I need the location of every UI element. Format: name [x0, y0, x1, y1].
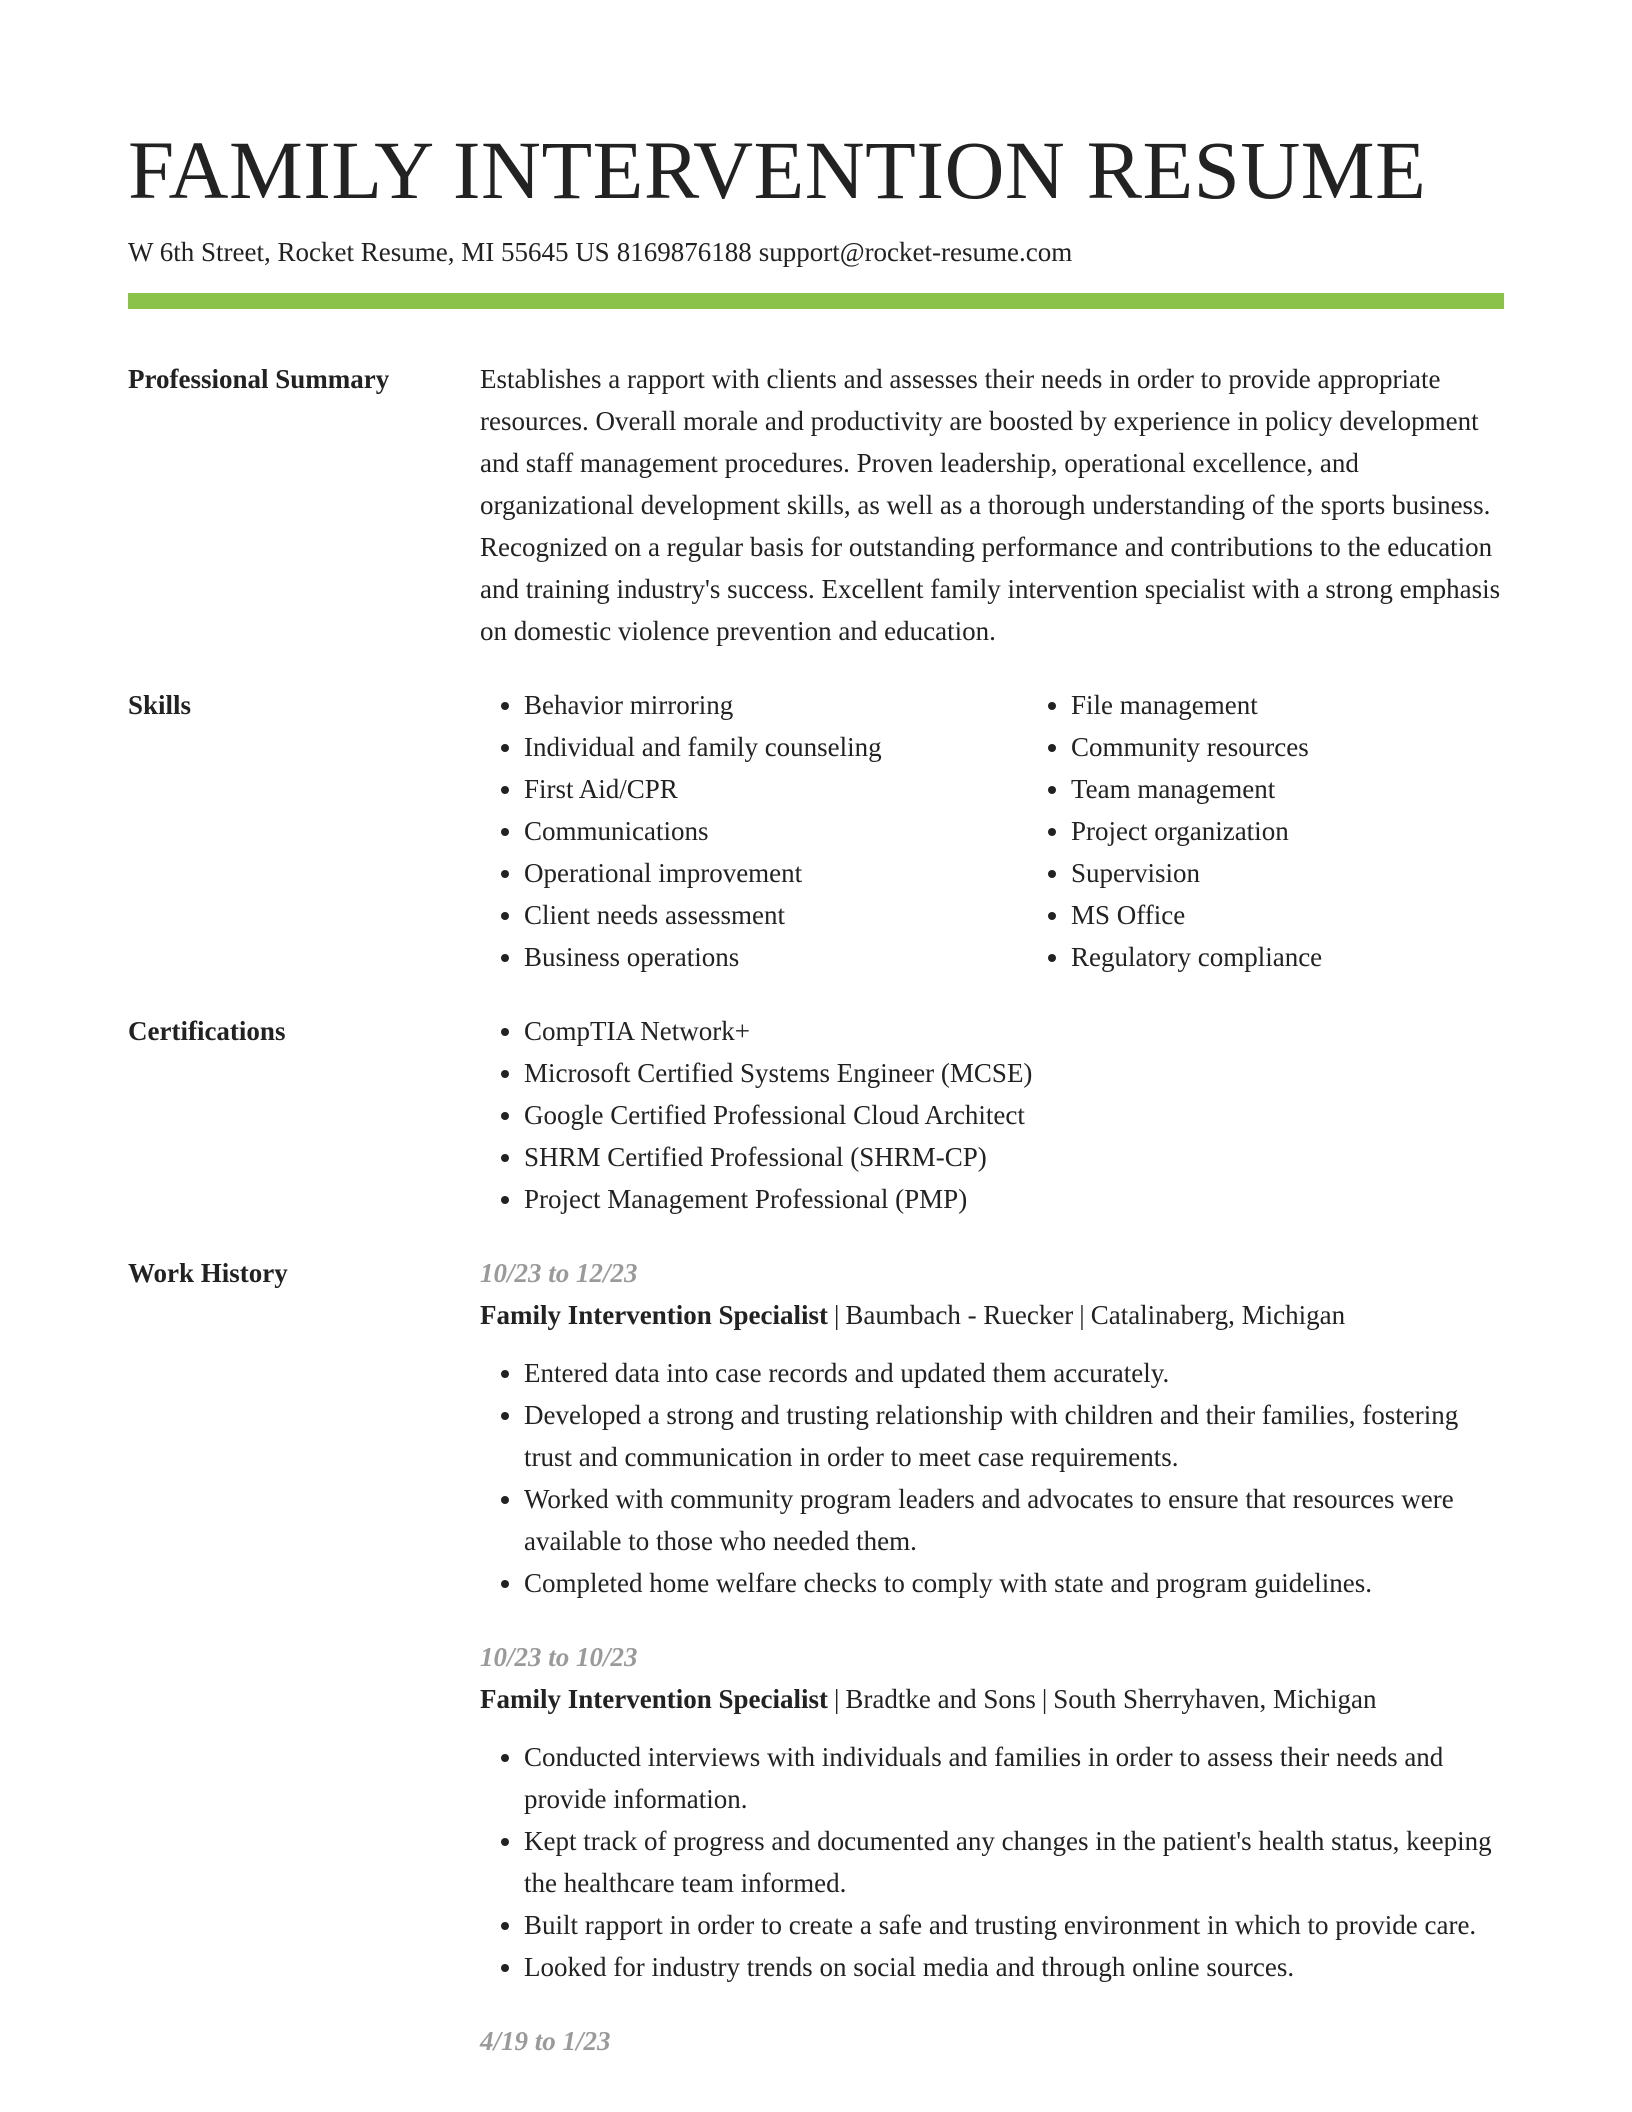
- job-bullet: • Completed home welfare checks to comply with state and program guidelines.: [524, 1562, 1504, 1604]
- job-separator: |: [833, 1684, 840, 1714]
- certifications-section: [128, 1010, 1504, 1220]
- header-divider: [128, 293, 1504, 309]
- certifications-label: Certifications: [128, 1016, 286, 1046]
- job-dates: 4/19 to 1/23: [480, 2026, 611, 2056]
- job-bullet: • Conducted interviews with individuals and families in order to assess their needs and provide information.: [524, 1736, 1504, 1820]
- summary-section: [128, 358, 1504, 652]
- work-history-section: [128, 1252, 1504, 2062]
- skill-item: • File management: [1071, 684, 1322, 726]
- job-heading: [480, 1294, 1504, 1336]
- skill-item: • First Aid/CPR: [524, 768, 1027, 810]
- job-separator: |: [1079, 1300, 1085, 1330]
- contact-address: W 6th Street, Rocket Resume, MI 55645 US: [128, 237, 610, 267]
- certification-item: • CompTIA Network+: [524, 1010, 1504, 1052]
- skills-list-left: [480, 684, 1027, 978]
- skill-item: • Supervision: [1071, 852, 1322, 894]
- certification-item: • Project Management Professional (PMP): [524, 1178, 1504, 1220]
- job-bullet: • Looked for industry trends on social media and through online sources.: [524, 1946, 1504, 1988]
- skill-item: • Business operations: [524, 936, 1027, 978]
- job-heading: [480, 1678, 1504, 1720]
- certifications-list: [480, 1010, 1504, 1220]
- resume-page: [128, 0, 1504, 2062]
- job-bullet: • Developed a strong and trusting relationship with children and their families, fostering trust and communication in order to meet case requirements.: [524, 1394, 1504, 1478]
- skill-item: • Project organization: [1071, 810, 1322, 852]
- certification-item: • SHRM Certified Professional (SHRM-CP): [524, 1136, 1504, 1178]
- certification-item: • Google Certified Professional Cloud Architect: [524, 1094, 1504, 1136]
- skill-item: • Team management: [1071, 768, 1322, 810]
- job-entry: [480, 1252, 1504, 1604]
- skill-item: • Regulatory compliance: [1071, 936, 1322, 978]
- skills-list-right: [1027, 684, 1322, 978]
- skill-item: • MS Office: [1071, 894, 1322, 936]
- contact-phone: 8169876188: [616, 237, 752, 267]
- skills-body: [480, 684, 1504, 978]
- job-bullet: • Built rapport in order to create a safe and trusting environment in which to provide care.: [524, 1904, 1504, 1946]
- job-company: Baumbach - Ruecker: [845, 1300, 1074, 1330]
- skills-label: Skills: [128, 690, 192, 720]
- job-title: Family Intervention Specialist: [480, 1684, 828, 1714]
- job-dates: 10/23 to 10/23: [480, 1642, 638, 1672]
- job-bullet: • Entered data into case records and updated them accurately.: [524, 1352, 1504, 1394]
- skill-item: • Operational improvement: [524, 852, 1027, 894]
- certifications-body: [480, 1010, 1504, 1220]
- resume-name: FAMILY INTERVENTION RESUME: [128, 124, 1427, 216]
- job-location: South Sherryhaven, Michigan: [1053, 1684, 1377, 1714]
- skill-item: • Client needs assessment: [524, 894, 1027, 936]
- summary-body: [480, 358, 1504, 652]
- summary-text: Establishes a rapport with clients and assesses their needs in order to provide appropriate resources. Overall morale and productivity are boosted by experience in policy development and staff management procedures. Proven leadership, operational excellence, and organizational development skills, as well as a thorough understanding of the sports business. Recognized on a regular basis for outstanding performance and contributions to the education and training industry's success. Excellent family intervention specialist with a strong emphasis on domestic violence prevention and education.: [480, 364, 1501, 646]
- skill-item: • Individual and family counseling: [524, 726, 1027, 768]
- job-company: Bradtke and Sons: [845, 1684, 1036, 1714]
- skills-section: [128, 684, 1504, 978]
- job-entry: [480, 1636, 1504, 1988]
- skill-item: • Behavior mirroring: [524, 684, 1027, 726]
- job-bullets: [480, 1736, 1504, 1988]
- job-title: Family Intervention Specialist: [480, 1300, 828, 1330]
- contact-line: [128, 234, 1504, 270]
- job-location: Catalinaberg, Michigan: [1090, 1300, 1346, 1330]
- skill-item: • Community resources: [1071, 726, 1322, 768]
- job-separator: |: [1041, 1684, 1048, 1714]
- summary-label: Professional Summary: [128, 364, 390, 394]
- job-separator: |: [833, 1300, 840, 1330]
- job-entry: [480, 2020, 1504, 2062]
- job-bullet: • Kept track of progress and documented any changes in the patient's health status, keeping the healthcare team informed.: [524, 1820, 1504, 1904]
- work-history-body: [480, 1252, 1504, 2062]
- job-bullet: • Worked with community program leaders and advocates to ensure that resources were available to those who needed them.: [524, 1478, 1504, 1562]
- job-dates: 10/23 to 12/23: [480, 1258, 638, 1288]
- skill-item: • Communications: [524, 810, 1027, 852]
- job-bullets: [480, 1352, 1504, 1604]
- certification-item: • Microsoft Certified Systems Engineer (MCSE): [524, 1052, 1504, 1094]
- work-history-label: Work History: [128, 1258, 288, 1288]
- contact-email: support@rocket-resume.com: [758, 237, 1073, 267]
